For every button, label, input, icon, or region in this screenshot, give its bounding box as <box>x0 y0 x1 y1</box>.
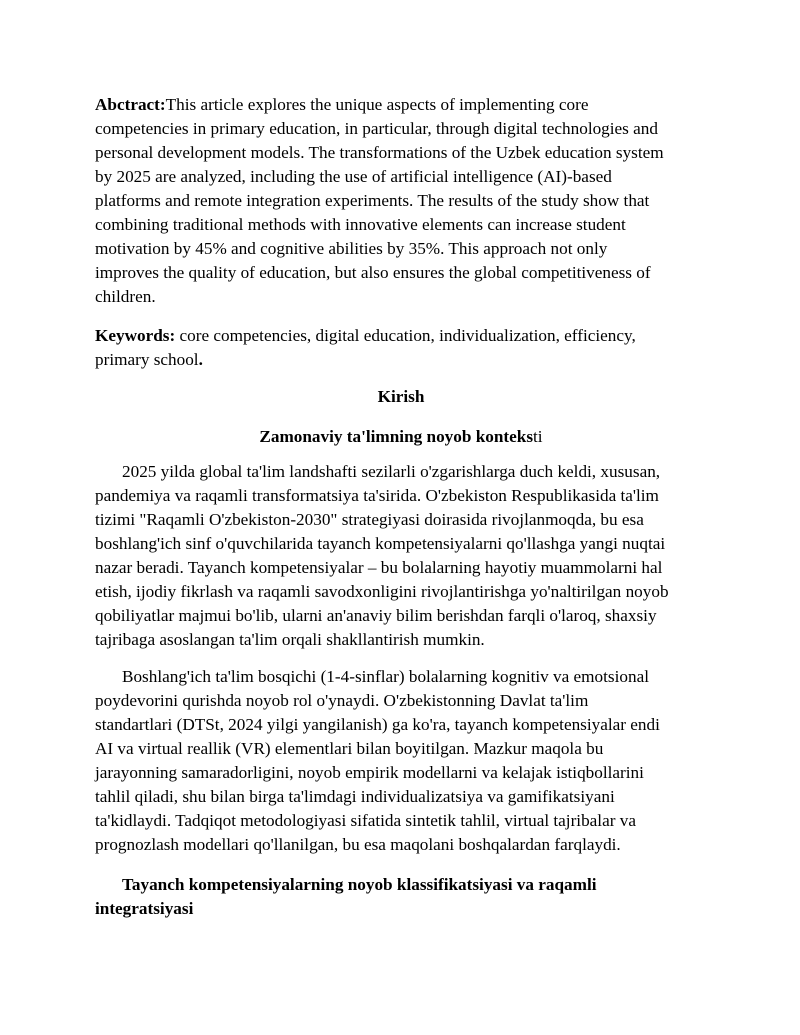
abstract-line: children. <box>95 287 156 306</box>
abstract-line: platforms and remote integration experiments. The results of the study show that <box>95 191 650 210</box>
keywords-line <box>95 348 707 372</box>
keywords-line <box>95 324 707 348</box>
keywords-paragraph <box>95 324 707 372</box>
context-title-tail: ti <box>533 427 543 446</box>
abstract-label: Abctract: <box>95 95 166 114</box>
subheading-line: Tayanch kompetensiyalarning noyob klassifikatsiyasi va raqamli <box>122 875 597 894</box>
paragraph-line: pandemiya va raqamli transformatsiya ta'sirida. O'zbekiston Respublikasida ta'lim <box>95 486 659 505</box>
paragraph-line: nazar beradi. Tayanch kompetensiyalar – bu bolalarning hayotiy muammolarni hal <box>95 558 663 577</box>
paragraph-line: tajribaga asoslangan ta'lim orqali shakllantirish mumkin. <box>95 630 485 649</box>
paragraph-line: Boshlang'ich ta'lim bosqichi (1-4-sinflar) bolalarning kognitiv va emotsional <box>122 667 649 686</box>
keywords-end-mark: . <box>198 350 203 369</box>
abstract-line: motivation by 45% and cognitive abilities by 35%. This approach not only <box>95 239 608 258</box>
keywords-text: core competencies, digital education, individualization, efficiency, <box>175 326 636 345</box>
paragraph-line: AI va virtual reallik (VR) elementlari bilan boyitilgan. Mazkur maqola bu <box>95 739 604 758</box>
body-paragraph-2 <box>95 665 707 857</box>
paragraph-line: prognozlash modellari qo'llanilgan, bu esa maqolani boshqalardan farqlaydi. <box>95 835 621 854</box>
paragraph-line: 2025 yilda global ta'lim landshafti sezilarli o'zgarishlarga duch keldi, xususan, <box>122 462 661 481</box>
abstract-line: competencies in primary education, in particular, through digital technologies and <box>95 119 658 138</box>
paragraph-line: boshlang'ich sinf o'quvchilarida tayanch kompetensiyalarni qo'llashga yangi nuqtai <box>95 534 666 553</box>
section-title-intro: Kirish <box>377 387 425 406</box>
paragraph-line: jarayonning samaradorligini, noyob empirik modellarni va kelajak istiqbollarini <box>95 763 644 782</box>
abstract-line <box>95 93 707 117</box>
section-title-context <box>95 425 707 449</box>
paragraph-line: standartlari (DTSt, 2024 yilgi yangilanish) ga ko'ra, tayanch kompetensiyalar endi <box>95 715 660 734</box>
subheading-line: integratsiyasi <box>95 899 194 918</box>
abstract-line: combining traditional methods with innovative elements can increase student <box>95 215 626 234</box>
body-paragraph-1 <box>95 460 707 652</box>
paragraph-line: tizimi "Raqamli O'zbekiston-2030" strategiyasi doirasida rivojlanmoqda, bu esa <box>95 510 644 529</box>
context-title-bold: Zamonaviy ta'limning noyob konteks <box>259 427 534 446</box>
abstract-text: This article explores the unique aspects of implementing core <box>165 95 589 114</box>
paragraph-line: etish, ijodiy fikrlash va raqamli savodxonligini rivojlantirishga yo'naltirilgan noyob <box>95 582 669 601</box>
abstract-line: personal development models. The transformations of the Uzbek education system <box>95 143 664 162</box>
paragraph-line: ta'kidlaydi. Tadqiqot metodologiyasi sifatida sintetik tahlil, virtual tajribalar va <box>95 811 636 830</box>
abstract-paragraph <box>95 93 707 309</box>
keywords-label: Keywords: <box>95 326 176 345</box>
subsection-heading <box>95 873 707 921</box>
paragraph-line: tahlil qiladi, shu bilan birga ta'limdagi individualizatsiya va gamifikatsiyani <box>95 787 615 806</box>
abstract-line: by 2025 are analyzed, including the use of artificial intelligence (AI)-based <box>95 167 612 186</box>
paragraph-line: qobiliyatlar majmui bo'lib, ularni an'anaviy bilim berishdan farqli o'laroq, shaxsiy <box>95 606 657 625</box>
abstract-line: improves the quality of education, but also ensures the global competitiveness of <box>95 263 651 282</box>
paragraph-line: poydevorini qurishda noyob rol o'ynaydi. O'zbekistonning Davlat ta'lim <box>95 691 589 710</box>
keywords-text: primary school <box>95 350 199 369</box>
